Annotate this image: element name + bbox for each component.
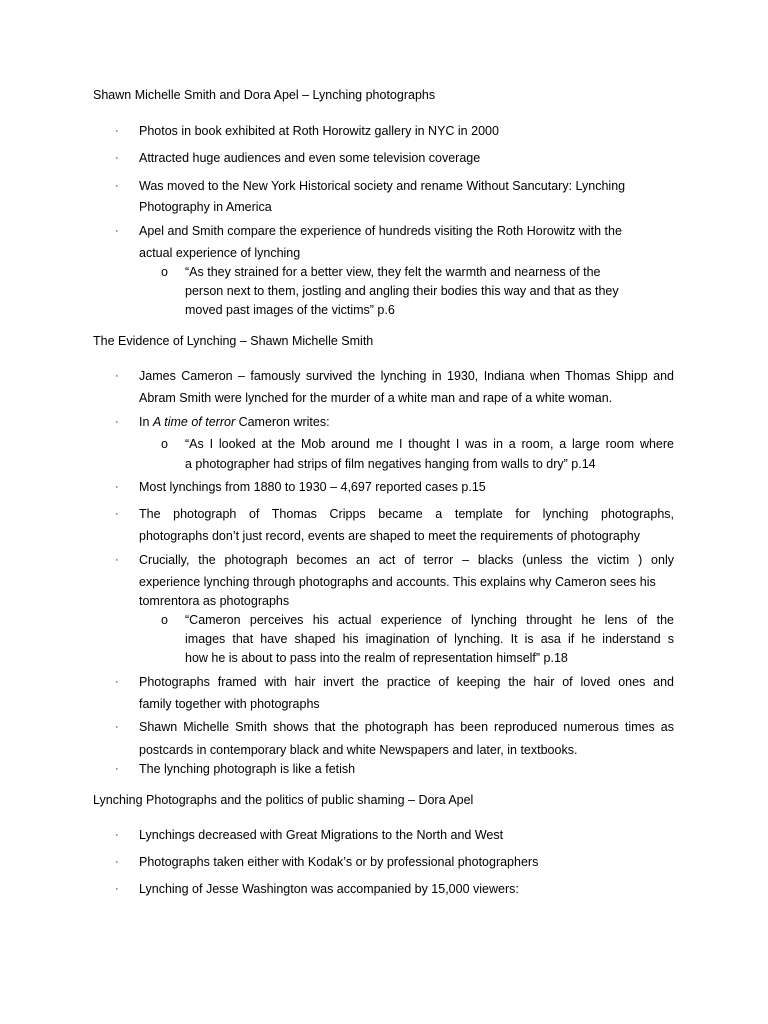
list-item-text: In A time of terror Cameron writes: (139, 415, 330, 429)
quote-text: how he is about to pass into the realm of representation himself” p.18 (185, 651, 568, 665)
quote-text: images that have shaped his imagination of lynching. It is asa if he inderstand s (185, 632, 674, 646)
list-item-text: Shawn Michelle Smith shows that the photograph has been reproduced numerous times as (139, 720, 674, 734)
list-item-text: Attracted huge audiences and even some television coverage (139, 151, 481, 165)
bullet: · (115, 829, 119, 841)
list-item-text: Photography in America (139, 200, 272, 214)
bullet: · (115, 152, 119, 164)
list-item-text: Photographs taken either with Kodak’s or by professional photographers (139, 855, 539, 869)
list-item-text: Lynching of Jesse Washington was accompanied by 15,000 viewers: (139, 882, 519, 896)
bullet: · (115, 883, 119, 895)
sub-bullet: o (161, 265, 168, 279)
list-item-text: Crucially, the photograph becomes an act of terror – blacks (unless the victim ) only (139, 553, 674, 567)
quote-text: moved past images of the victims” p.6 (185, 303, 395, 317)
bullet: · (115, 370, 119, 382)
quote-text: person next to them, jostling and angling their bodies this way and that as they (185, 284, 619, 298)
list-item-text: Lynchings decreased with Great Migrations to the North and West (139, 828, 504, 842)
bullet: · (115, 721, 119, 733)
list-item-text: Abram Smith were lynched for the murder of a white man and rape of a white woman. (139, 391, 613, 405)
list-item-text: Apel and Smith compare the experience of hundreds visiting the Roth Horowitz with the (139, 224, 622, 238)
list-item-text: Photos in book exhibited at Roth Horowitz gallery in NYC in 2000 (139, 124, 499, 138)
list-item-text: experience lynching through photographs and accounts. This explains why Cameron sees his (139, 575, 656, 589)
bullet: · (115, 125, 119, 137)
list-item-text: photographs don’t just record, events are shaped to meet the requirements of photography (139, 529, 641, 543)
bullet: · (115, 180, 119, 192)
bullet: · (115, 508, 119, 520)
section-heading: Shawn Michelle Smith and Dora Apel – Lynching photographs (93, 88, 436, 102)
bullet: · (115, 416, 119, 428)
quote-text: “As they strained for a better view, they felt the warmth and nearness of the (185, 265, 601, 279)
list-item-text: The lynching photograph is like a fetish (139, 762, 356, 776)
list-item-text: actual experience of lynching (139, 246, 301, 260)
quote-text: “As I looked at the Mob around me I thought I was in a room, a large room where (185, 437, 674, 451)
list-item-text: Most lynchings from 1880 to 1930 – 4,697 reported cases p.15 (139, 480, 486, 494)
list-item-text: postcards in contemporary black and white Newspapers and later, in textbooks. (139, 743, 578, 757)
bullet: · (115, 856, 119, 868)
sub-bullet: o (161, 613, 168, 627)
sub-bullet: o (161, 437, 168, 451)
list-item-text: James Cameron – famously survived the lynching in 1930, Indiana when Thomas Shipp and (139, 369, 674, 383)
bullet: · (115, 763, 119, 775)
list-item-text: family together with photographs (139, 697, 320, 711)
list-item-text: tomrentora as photographs (139, 594, 290, 608)
quote-text: “Cameron perceives his actual experience of lynching throught he lens of the (185, 613, 674, 627)
bullet: · (115, 481, 119, 493)
section-heading: Lynching Photographs and the politics of public shaming – Dora Apel (93, 793, 474, 807)
bullet: · (115, 676, 119, 688)
quote-text: a photographer had strips of film negatives hanging from walls to dry” p.14 (185, 457, 596, 471)
list-item-text: The photograph of Thomas Cripps became a template for lynching photographs, (139, 507, 674, 521)
section-heading: The Evidence of Lynching – Shawn Michelle Smith (93, 334, 374, 348)
bullet: · (115, 554, 119, 566)
list-item-text: Was moved to the New York Historical society and rename Without Sancutary: Lynching (139, 179, 626, 193)
bullet: · (115, 225, 119, 237)
list-item-text: Photographs framed with hair invert the practice of keeping the hair of loved ones and (139, 675, 674, 689)
